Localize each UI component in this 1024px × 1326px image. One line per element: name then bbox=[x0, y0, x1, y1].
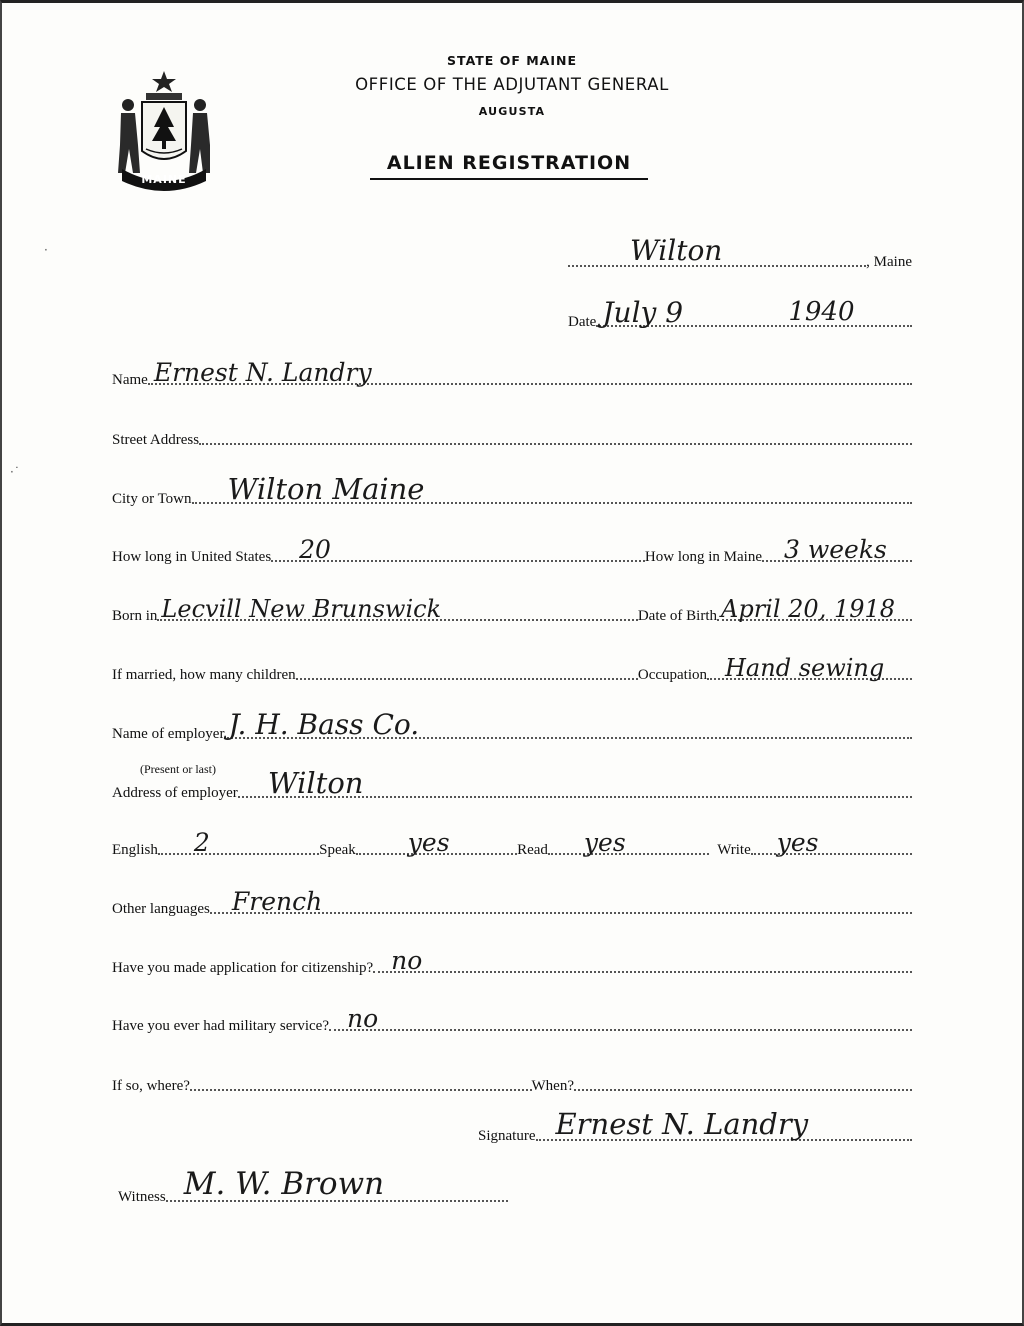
born-in-field[interactable] bbox=[157, 585, 637, 621]
military-value: no bbox=[347, 1004, 379, 1033]
english-label: English bbox=[112, 842, 158, 858]
citizenship-row bbox=[112, 945, 912, 979]
english-row bbox=[112, 827, 912, 861]
languages-row bbox=[112, 886, 912, 920]
employer-address-field[interactable] bbox=[238, 762, 912, 798]
name-label: Name bbox=[112, 372, 148, 388]
date-field[interactable] bbox=[596, 291, 912, 327]
born-in-value: Lecvill New Brunswick bbox=[161, 595, 442, 623]
employer-address-value: Wilton bbox=[267, 766, 364, 800]
citizenship-field[interactable] bbox=[373, 937, 912, 973]
dob-value: April 20, 1918 bbox=[721, 595, 896, 623]
name-value: Ernest N. Landry bbox=[153, 358, 372, 387]
street-field[interactable] bbox=[199, 409, 912, 445]
read-value: yes bbox=[583, 828, 626, 857]
signature-label: Signature bbox=[478, 1128, 536, 1144]
dob-field[interactable] bbox=[717, 585, 912, 621]
military-label: Have you ever had military service? bbox=[112, 1018, 329, 1034]
dob-label: Date of Birth bbox=[637, 608, 717, 624]
other-languages-field[interactable] bbox=[210, 878, 912, 914]
family-row bbox=[112, 652, 912, 686]
date-value: July 9 bbox=[602, 296, 684, 329]
maine-state-seal-icon bbox=[110, 69, 218, 193]
other-languages-label: Other languages bbox=[112, 901, 210, 917]
birth-row bbox=[112, 593, 912, 627]
speak-label: Speak bbox=[319, 842, 356, 858]
read-field[interactable] bbox=[548, 819, 709, 855]
how-long-maine-field[interactable] bbox=[762, 526, 912, 562]
date-year: 1940 bbox=[788, 297, 855, 327]
when-field[interactable] bbox=[574, 1055, 912, 1091]
speak-field[interactable] bbox=[356, 819, 517, 855]
town-field[interactable] bbox=[568, 231, 866, 267]
office-heading: OFFICE OF THE ADJUTANT GENERAL bbox=[355, 75, 669, 94]
how-long-us-label: How long in United States bbox=[112, 549, 272, 565]
employer-address-label: Address of employer bbox=[112, 785, 238, 801]
employer-field[interactable] bbox=[224, 703, 912, 739]
read-label: Read bbox=[517, 842, 548, 858]
town-value: Wilton bbox=[630, 234, 723, 267]
how-long-maine-label: How long in Maine bbox=[644, 549, 762, 565]
form-title: ALIEN REGISTRATION bbox=[370, 152, 648, 180]
write-value: yes bbox=[776, 828, 819, 857]
svg-text:MAINE: MAINE bbox=[141, 173, 187, 186]
duration-row bbox=[112, 534, 912, 568]
employer-row bbox=[112, 708, 912, 776]
city-row bbox=[112, 472, 912, 510]
where-label: If so, where? bbox=[112, 1078, 190, 1094]
how-long-us-field[interactable] bbox=[271, 526, 645, 562]
employer-label bbox=[112, 726, 225, 776]
english-value: 2 bbox=[193, 828, 210, 857]
occupation-label: Occupation bbox=[637, 667, 707, 683]
born-in-label: Born in bbox=[112, 608, 158, 624]
town-row bbox=[568, 234, 912, 273]
street-row bbox=[112, 417, 912, 451]
military-field[interactable] bbox=[329, 995, 912, 1031]
children-label: If married, how many children bbox=[112, 667, 296, 683]
citizenship-value: no bbox=[391, 946, 423, 975]
signature-value: Ernest N. Landry bbox=[555, 1107, 809, 1141]
children-field[interactable] bbox=[296, 644, 638, 680]
military-row bbox=[112, 1003, 912, 1037]
state-heading: STATE OF MAINE bbox=[447, 53, 577, 68]
how-long-maine-value: 3 weeks bbox=[784, 535, 887, 564]
city-field[interactable] bbox=[192, 468, 912, 504]
city-label: City or Town bbox=[112, 491, 192, 507]
occupation-field[interactable] bbox=[707, 644, 912, 680]
occupation-value: Hand sewing bbox=[725, 654, 885, 682]
other-languages-value: French bbox=[231, 887, 323, 916]
speak-value: yes bbox=[407, 828, 450, 857]
where-field[interactable] bbox=[190, 1055, 532, 1091]
town-label: , Maine bbox=[866, 254, 912, 270]
write-field[interactable] bbox=[751, 819, 912, 855]
name-field[interactable] bbox=[148, 349, 912, 385]
margin-speck: · bbox=[44, 243, 48, 257]
date-row bbox=[568, 296, 912, 333]
date-label: Date bbox=[568, 314, 597, 330]
employer-value: J. H. Bass Co. bbox=[228, 708, 420, 741]
street-label: Street Address bbox=[112, 432, 200, 448]
witness-field[interactable] bbox=[166, 1166, 508, 1202]
how-long-us-value: 20 bbox=[299, 535, 331, 564]
when-label: When? bbox=[531, 1078, 574, 1094]
margin-speck: ·˙ bbox=[10, 465, 20, 479]
employer-label-text: Name of employer bbox=[112, 726, 225, 742]
witness-label: Witness bbox=[118, 1189, 166, 1205]
signature-field[interactable] bbox=[536, 1105, 913, 1141]
name-row bbox=[112, 357, 912, 391]
service-location-row bbox=[112, 1063, 912, 1097]
citizenship-label: Have you made application for citizenship? bbox=[112, 960, 374, 976]
write-label: Write bbox=[717, 842, 751, 858]
english-field[interactable] bbox=[158, 819, 319, 855]
witness-value: M. W. Brown bbox=[183, 1166, 385, 1202]
city-heading: AUGUSTA bbox=[478, 105, 546, 118]
employer-sublabel: (Present or last) bbox=[140, 762, 216, 776]
signature-row bbox=[478, 1107, 912, 1147]
witness-row bbox=[118, 1166, 508, 1208]
city-value: Wilton Maine bbox=[227, 472, 425, 506]
